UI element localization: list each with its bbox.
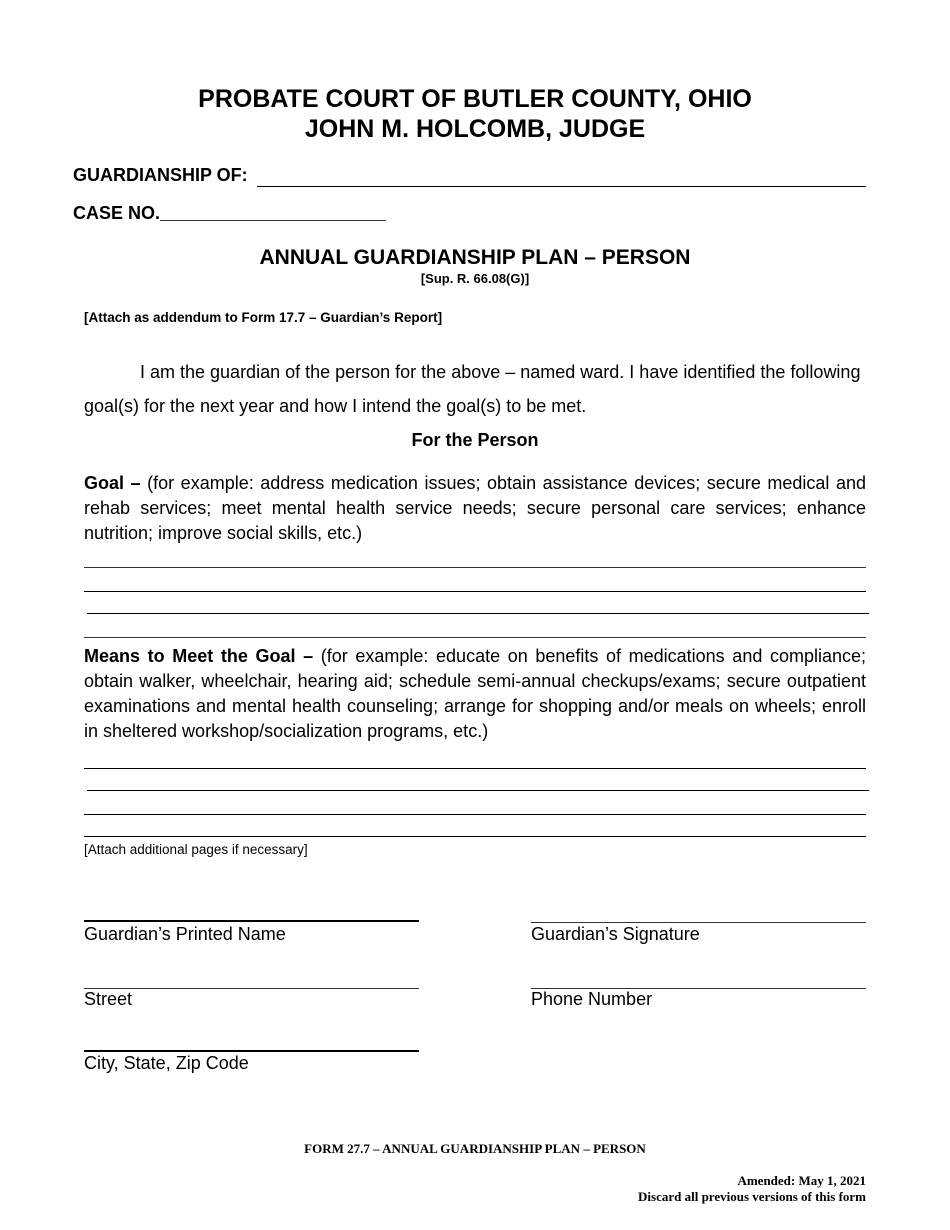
goal-line-4[interactable] [84,637,866,638]
discard-notice: Discard all previous versions of this form [638,1189,866,1204]
printed-name-line[interactable] [84,920,419,922]
means-line-3[interactable] [84,814,866,815]
guardianship-label: GUARDIANSHIP OF: [73,165,248,185]
intro-line-2: goal(s) for the next year and how I intend the goal(s) to be met. [84,396,587,416]
attach-addendum-note: [Attach as addendum to Form 17.7 – Guardian’s Report] [84,310,443,325]
judge-name: JOHN M. HOLCOMB, JUDGE [304,115,646,143]
means-line-1[interactable] [84,768,866,769]
street-line[interactable] [84,988,419,989]
city-state-zip-line[interactable] [84,1050,419,1052]
goal-paragraph [84,471,866,546]
goal-label: Goal – [84,473,141,493]
means-line-4[interactable] [84,836,866,837]
means-label: Means to Meet the Goal – [84,646,314,666]
goal-line-2[interactable] [84,591,866,592]
phone-label: Phone Number [531,989,653,1009]
intro-line-1: I am the guardian of the person for the above – named ward. I have identified the following [140,362,861,382]
case-no-field[interactable] [160,220,386,221]
section-heading: For the Person [411,430,539,450]
attach-additional-note: [Attach additional pages if necessary] [84,842,308,857]
signature-label: Guardian’s Signature [531,924,700,944]
city-state-zip-label: City, State, Zip Code [84,1053,249,1073]
means-line-2[interactable] [87,790,869,791]
case-no-label: CASE NO. [73,203,161,223]
rule-reference: [Sup. R. 66.08(G)] [420,271,530,286]
means-description: (for example: educate on benefits of medications and compliance; obtain walker, wheelchair, hearing aid; schedule semi-annual checkups/exams; secure outpatient examinations and mental health counseling; arrange for shopping and/or meals on wheels; enroll in sheltered workshop/socialization programs, etc.) [84,646,866,741]
amended-date: Amended: May 1, 2021 [737,1173,866,1188]
goal-description: (for example: address medication issues; obtain assistance devices; secure medical and rehab services; meet mental health service needs; secure personal care services; enhance nutrition; improve social skills, etc.) [84,473,866,543]
street-label: Street [84,989,133,1009]
court-name: PROBATE COURT OF BUTLER COUNTY, OHIO [198,85,752,113]
form-identifier: FORM 27.7 – ANNUAL GUARDIANSHIP PLAN – PERSON [304,1141,646,1156]
printed-name-label: Guardian’s Printed Name [84,924,286,944]
goal-line-1[interactable] [84,567,866,568]
goal-line-3[interactable] [87,613,869,614]
means-paragraph [84,644,866,744]
form-title: ANNUAL GUARDIANSHIP PLAN – PERSON [259,246,691,269]
signature-line[interactable] [531,922,866,923]
guardianship-field[interactable] [257,186,866,187]
